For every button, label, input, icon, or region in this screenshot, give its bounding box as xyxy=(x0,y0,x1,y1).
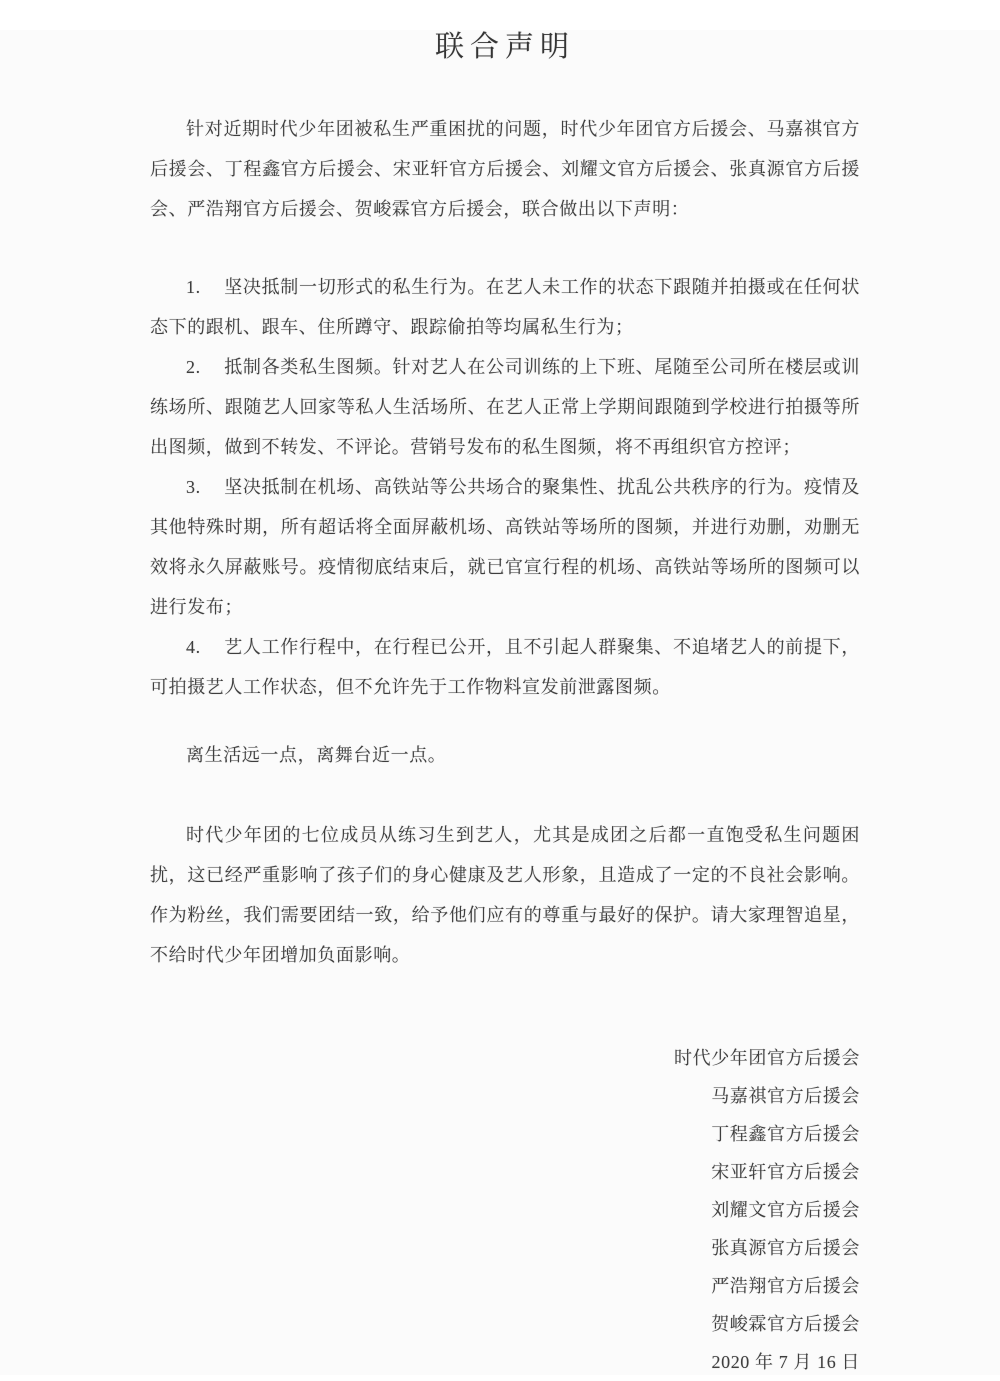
intro-paragraph: 针对近期时代少年团被私生严重困扰的问题，时代少年团官方后援会、马嘉祺官方后援会、丁程鑫官方后援会、宋亚轩官方后援会、刘耀文官方后援会、张真源官方后援会、严浩翔官方后援会、贺峻霖官方后援会，联合做出以下声明： xyxy=(150,118,860,219)
item-number: 4. xyxy=(186,636,201,657)
scanned-statement-page xyxy=(0,30,1000,1375)
signature-line: 丁程鑫官方后援会 xyxy=(711,1123,860,1144)
item-number: 2. xyxy=(186,356,201,377)
closing-paragraph: 时代少年团的七位成员从练习生到艺人，尤其是成团之后都一直饱受私生问题困扰，这已经严重影响了孩子们的身心健康及艺人形象，且造成了一定的不良社会影响。作为粉丝，我们需要团结一致，给予他们应有的尊重与最好的保护。请大家理智追星，不给时代少年团增加负面影响。 xyxy=(150,824,860,965)
statement-item-1 xyxy=(150,267,860,347)
statement-body xyxy=(150,109,860,975)
item-number: 1. xyxy=(186,276,201,297)
signature-line: 张真源官方后援会 xyxy=(711,1237,860,1258)
slogan-line: 离生活远一点，离舞台近一点。 xyxy=(186,744,447,765)
item-number: 3. xyxy=(186,476,201,497)
item-text: 坚决抵制一切形式的私生行为。在艺人未工作的状态下跟随并拍摄或在任何状态下的跟机、跟车、住所蹲守、跟踪偷拍等均属私生行为； xyxy=(150,276,860,337)
item-text: 艺人工作行程中，在行程已公开，且不引起人群聚集、不追堵艺人的前提下，可拍摄艺人工作状态，但不允许先于工作物料宣发前泄露图频。 xyxy=(150,636,860,697)
signature-line: 时代少年团官方后援会 xyxy=(674,1047,860,1068)
signature-line: 马嘉祺官方后援会 xyxy=(711,1085,860,1106)
signature-line: 宋亚轩官方后援会 xyxy=(711,1161,860,1182)
statement-item-3 xyxy=(150,467,860,627)
item-text: 坚决抵制在机场、高铁站等公共场合的聚集性、扰乱公共秩序的行为。疫情及其他特殊时期，所有超话将全面屏蔽机场、高铁站等场所的图频，并进行劝删，劝删无效将永久屏蔽账号。疫情彻底结束后，就已官宣行程的机场、高铁站等场所的图频可以进行发布； xyxy=(150,476,860,617)
page-title: 联合声明 xyxy=(434,31,575,63)
date-line: 2020 年 7 月 16 日 xyxy=(711,1351,860,1372)
statement-item-4 xyxy=(150,627,860,707)
statement-item-2 xyxy=(150,347,860,467)
item-text: 抵制各类私生图频。针对艺人在公司训练的上下班、尾随至公司所在楼层或训练场所、跟随艺人回家等私人生活场所、在艺人正常上学期间跟随到学校进行拍摄等所出图频，做到不转发、不评论。营销号发布的私生图频，将不再组织官方控评； xyxy=(150,356,860,457)
signature-line: 贺峻霖官方后援会 xyxy=(711,1313,860,1334)
signature-block xyxy=(150,1039,860,1381)
signature-line: 刘耀文官方后援会 xyxy=(711,1199,860,1220)
signature-line: 严浩翔官方后援会 xyxy=(711,1275,860,1296)
